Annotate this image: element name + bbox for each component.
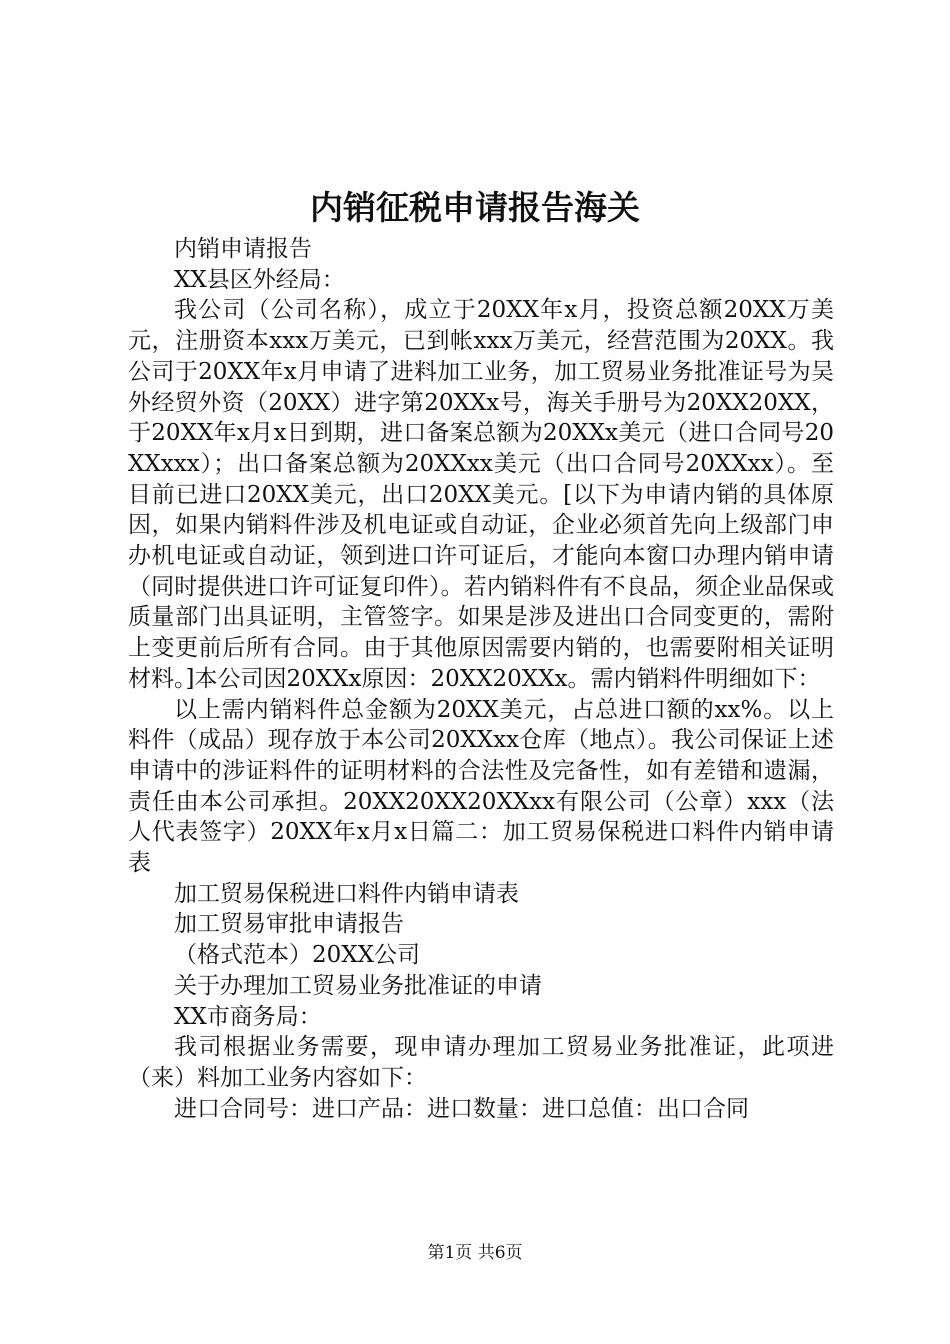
paragraph-template-company: （格式范本）20XX公司 [174,942,421,969]
paragraph-addressee: XX县区外经局： [174,266,345,293]
paragraph-report-title: 加工贸易审批申请报告 [174,911,404,938]
paragraph-request: 我司根据业务需要，现申请办理加工贸易业务批准证，此项进（来）料加工业务内容如下： [128,1034,834,1091]
paragraph-heading-neixiao: 内销申请报告 [174,236,312,262]
paragraph-contract-fields: 进口合同号：进口产品：进口数量：进口总值：出口合同 [174,1095,749,1122]
document-title: 内销征税申请报告海关 [310,188,640,227]
paragraph-addressee-commerce: XX市商务局： [174,1003,322,1030]
paragraph-form-title: 加工贸易保税进口料件内销申请表 [174,880,519,907]
page-footer: 第1页 共6页 [427,1243,523,1263]
paragraph-amount-guarantee: 以上需内销料件总金额为20XX美元，占总进口额的xx%。以上料件（成品）现存放于本公司20XXxx仓库（地点）。我公司保证上述申请中的涉证料件的证明材料的合法性及完备性，如有差错和遗漏，责任由本公司承担。20XX20XX20XXxx有限公司（公章）xxx（法人代表签字）20XX年x月x日篇二：加工贸易保税进口料件内销申请表 [128,696,834,877]
paragraph-company-details: 我公司（公司名称），成立于20XX年x月，投资总额20XX万美元，注册资本xxx万美元，已到帐xxx万美元，经营范围为20XX。我公司于20XX年x月申请了进料加工业务，加工贸易业务批准证号为吴外经贸外资（20XX）进字第20XXx号，海关手册号为20XX20XX，于20XX年x月x日到期，进口备案总额为20XXx美元（进口合同号20XXxxx）；出口备案总额为20XXxx美元（出口合同号20XXxx）。至目前已进口20XX美元，出口20XX美元。[以下为申请内销的具体原因，如果内销料件涉及机电证或自动证，企业必须首先向上级部门申办机电证或自动证，领到进口许可证后，才能向本窗口办理内销申请（同时提供进口许可证复印件）。若内销料件有不良品，须企业品保或质量部门出具证明，主管签字。如果是涉及进出口合同变更的，需附上变更前后所有合同。由于其他原因需要内销的，也需要附相关证明材料。]本公司因20XXx原因：20XX20XXx。需内销料件明细如下： [128,297,834,692]
document-body [128,234,834,1124]
paragraph-application-subject: 关于办理加工贸易业务批准证的申请 [174,972,542,999]
